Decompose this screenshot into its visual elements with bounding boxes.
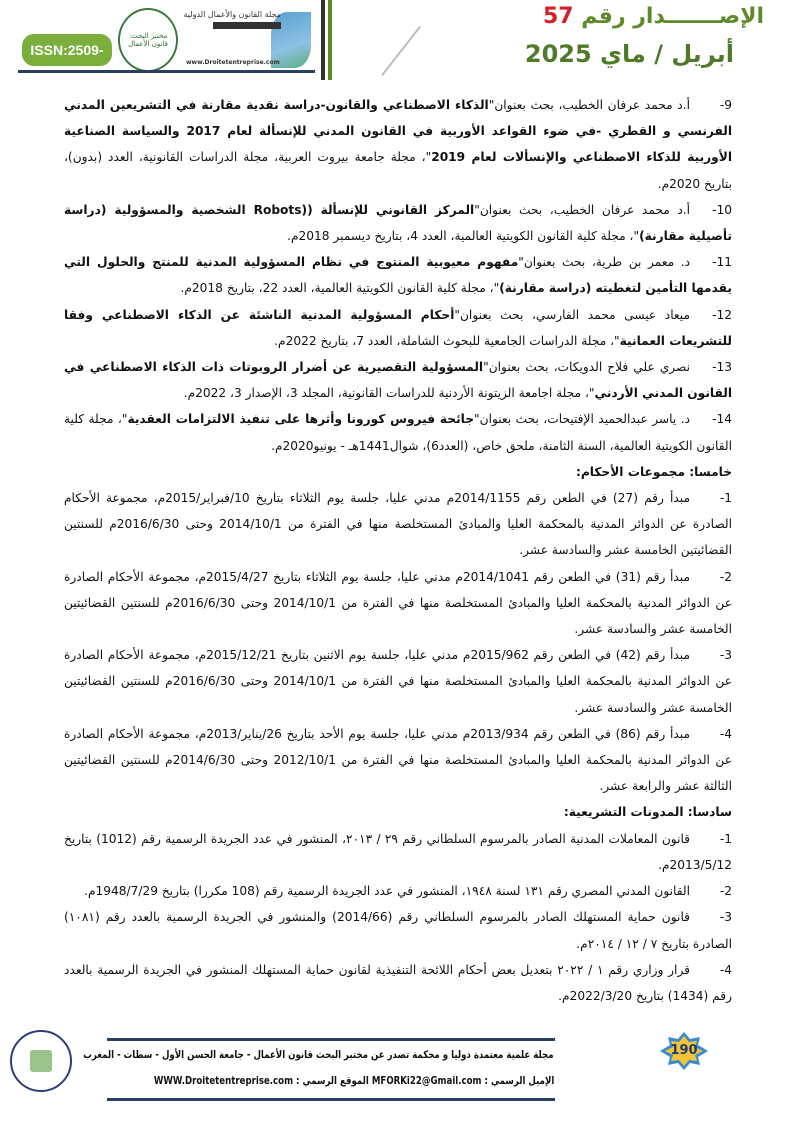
reference-item: [64, 354, 732, 406]
item-text: قانون حماية المستهلك الصادر بالمرسوم السلطاني رقم (2014/66) والمنشور في الجريدة الرسمية بالعدد رقم (١٠٨١) الصادرة بتاريخ ٧ / ١٢ / ٢٠١٤م.: [64, 910, 732, 951]
ruling-item: [64, 564, 732, 643]
item-text: "، مجلة كلية القانون الكويتية العالمية، العدد 4، بتاريخ ديسمبر 2018م.: [287, 229, 640, 244]
ruling-item: [64, 485, 732, 564]
item-text: مبدأ رقم (27) في الطعن رقم 2014/1155م مدني عليا، جلسة يوم الثلاثاء بتاريخ 10/فبراير/2015م، مجموعة الأحكام الصادرة عن الدوائر المدنية بالمحكمة العليا والمبادئ المستخلصة منها في الفترة من 2014/10/1 وحتى 2016/6/30م للسنتين القضائيتين الخامسة عشر والسادسة عشر.: [64, 491, 732, 558]
divider: [328, 0, 332, 80]
item-text: القانون المدني المصري رقم ١٣١ لسنة ١٩٤٨، المنشور في عدد الجريدة الرسمية رقم (108 مكررا) بتاريخ 1948/7/29م.: [84, 884, 690, 899]
reference-item: [64, 249, 732, 301]
journal-title: مجلة القانون والأعمال الدولية: [183, 10, 281, 19]
item-number: 12-: [712, 307, 732, 322]
journal-url: www.Droitetentreprise.com: [186, 59, 280, 66]
item-number: 3-: [719, 648, 732, 663]
item-text: "، مجلة كلية القانون الكويتية العالمية، العدد 22، بتاريخ 2018م.: [180, 281, 500, 296]
reference-item: [64, 406, 732, 458]
item-text: "، مجلة الدراسات الجامعية للبحوث الشاملة، العدد 7، بتاريخ 2022م.: [274, 333, 620, 348]
item-number: 4-: [719, 726, 732, 741]
item-number: 1-: [719, 491, 733, 506]
decorative-slash: [381, 26, 421, 76]
reference-item: [64, 197, 732, 249]
page-number: 190: [670, 1043, 698, 1058]
page-number-badge: [660, 1032, 708, 1070]
footer-divider: [107, 1038, 555, 1041]
item-text: نصري علي فلاح الدويكات، بحث بعنوان": [483, 360, 690, 375]
item-text: "، مجلة جامعة بيروت العربية، مجلة الدراسات القانونية، العدد (بدون)، بتاريخ 2020م.: [64, 150, 732, 191]
legislation-item: [64, 957, 732, 1009]
references-content: [64, 92, 732, 1009]
footer-contact: [154, 1075, 554, 1087]
item-number: 13-: [712, 360, 732, 375]
item-text: "، مجلة كلية القانون الكويتية العالمية، السنة الثامنة، ملحق خاص، (العدد6)، شوال1441هـ - يونيو2020م.: [64, 412, 732, 453]
legislation-item: [64, 878, 732, 904]
ruling-item: [64, 721, 732, 800]
site-link[interactable]: WWW.Droitetentreprise.com: [153, 1075, 293, 1087]
legislation-list: [64, 826, 732, 1009]
item-title: الذكاء الاصطناعي والقانون-دراسة نقدية مقارنة في التشريعين المدني الفرنسي و القطري -في ضوء القواعد الأوربية في القانون المدني للإنسألة لعام 2017 والسياسة الصناعية الأوربية للذكاء الاصطناعي والإنسألات لعام 2019: [64, 98, 732, 165]
item-number: 1-: [719, 831, 733, 846]
references-list: [64, 92, 732, 459]
item-text: مبدأ رقم (31) في الطعن رقم 2014/1041م مدني عليا، جلسة يوم الثلاثاء بتاريخ 2015/4/27م، مجموعة الأحكام الصادرة عن الدوائر المدنية بالمحكمة العليا والمبادئ المستخلصة منها في الفترة من 2014/10/1 وحتى 2016/6/30م للسنتين القضائيتين الخامسة عشر والسادسة عشر.: [64, 569, 732, 637]
rulings-list: [64, 485, 732, 799]
lab-seal-text: مختبر البحث: قانون الأعمال: [128, 32, 168, 48]
item-text: مبدأ رقم (86) في الطعن رقم 2013/934م مدني عليا، جلسة يوم الأحد بتاريخ 26/يناير/2013م، مجموعة الأحكام الصادرة عن الدوائر المدنية بالمحكمة العليا والمبادئ المستخلصة منها في الفترة من 2012/10/1 وحتى 2014/6/30م للسنتين القضائيتين الثالثة عشر والرابعة عشر.: [64, 726, 732, 794]
item-number: 4-: [719, 962, 732, 977]
lab-seal-logo: [118, 8, 178, 72]
email-link[interactable]: MFORKi22@Gmail.com: [371, 1075, 482, 1087]
journal-subtitle-bar: [213, 22, 281, 29]
divider: [321, 0, 325, 80]
header-divider: [18, 70, 315, 73]
item-number: 10-: [712, 202, 733, 217]
legislation-item: [64, 826, 732, 878]
item-text: أ.د محمد عرفان الخطيب، بحث بعنوان": [474, 202, 691, 217]
site-label: الموقع الرسمي :: [295, 1075, 369, 1087]
item-title: أحكام المسؤولية المدنية الناشئة عن الذكاء الاصطناعي وفقا للتشريعات العمانية: [64, 307, 732, 348]
reference-item: [64, 302, 732, 354]
section-heading: سادسا: المدونات التشريعية:: [563, 805, 732, 820]
item-text: مبدأ رقم (42) في الطعن رقم 2015/962م مدني عليا، جلسة يوم الاثنين بتاريخ 2015/12/21م، مجموعة الأحكام الصادرة عن الدوائر المدنية بالمحكمة العليا والمبادئ المستخلصة منها في الفترة من 2014/10/1 وحتى 2016/6/30م للسنتين القضائيتين الخامسة عشر والسادسة عشر.: [64, 648, 732, 715]
item-text: قرار وزاري رقم ١ / ٢٠٢٢ بتعديل بعض أحكام اللائحة التنفيذية لقانون حماية المستهلك المنشور في الجريدة الرسمية بالعدد رقم (1434) بتاريخ 2022/3/20م.: [64, 962, 732, 1003]
item-title: جائحة فيروس كورونا وأثرها على تنفيذ الالتزامات العقدية: [127, 412, 475, 427]
footer-journal-info: مجلة علمية معتمدة دوليا و محكمة تصدر عن مختبر البحث قانون الأعمال - جامعة الحسن الأول - سطات - المغرب: [83, 1049, 554, 1061]
director-seal: [10, 1030, 72, 1092]
item-number: 2-: [719, 569, 732, 584]
item-number: 11-: [712, 255, 732, 270]
item-number: 14-: [712, 412, 732, 427]
item-text: قانون المعاملات المدنية الصادر بالمرسوم السلطاني رقم ٢٩ / ٢٠١٣، المنشور في عدد الجريدة الرسمية رقم (1012) بتاريخ 2013/5/12م.: [64, 831, 732, 872]
item-text: ميعاد عيسى محمد الفارسي، بحث بعنوان": [454, 307, 690, 322]
item-text: د. ياسر عبدالحميد الإفتيحات، بحث بعنوان": [474, 412, 690, 427]
item-text: د. معمر بن طرية، بحث بعنوان": [518, 255, 690, 270]
page-header: [0, 0, 794, 90]
item-title: مفهوم معيوبية المنتوج في نظام المسؤولية المدنية للمنتج والحلول التي يقدمها التأمين لتغطيته (دراسة مقارنة): [64, 255, 732, 296]
issue-date: أبريل / ماي 2025: [524, 40, 734, 68]
journal-logo: [183, 8, 311, 68]
item-title: المركز القانوني للإنسألة ((Robots الشخصية والمسؤولية (دراسة تأصيلية مقارنة): [64, 202, 732, 244]
section-heading: خامسا: مجموعات الأحكام:: [575, 464, 732, 479]
issn-badge: ISSN:2509-0291: [22, 34, 112, 66]
issue-number: 57: [542, 4, 574, 29]
item-number: 9-: [719, 98, 732, 112]
issue-label: [543, 4, 764, 29]
item-title: المسؤولية التقصيرية عن أضرار الروبوتات ذات الذكاء الاصطناعي في القانون المدني الأردني: [64, 360, 732, 401]
footer-divider: [107, 1098, 555, 1101]
item-text: أ.د محمد عرفان الخطيب، بحث بعنوان": [488, 98, 690, 112]
reference-item: [64, 92, 732, 197]
legislation-item: [64, 904, 732, 956]
item-text: "، مجلة اجامعة الزيتونة الأردنية للدراسات القانونية، المجلد 3، الإصدار 3، 2022م.: [183, 386, 595, 401]
ruling-item: [64, 642, 732, 721]
seal-emblem: [30, 1050, 52, 1072]
item-number: 2-: [719, 884, 732, 899]
issue-text: الإصـــــــدار رقم: [581, 4, 764, 29]
item-number: 3-: [719, 910, 732, 925]
email-label: الإميل الرسمي :: [484, 1075, 554, 1087]
